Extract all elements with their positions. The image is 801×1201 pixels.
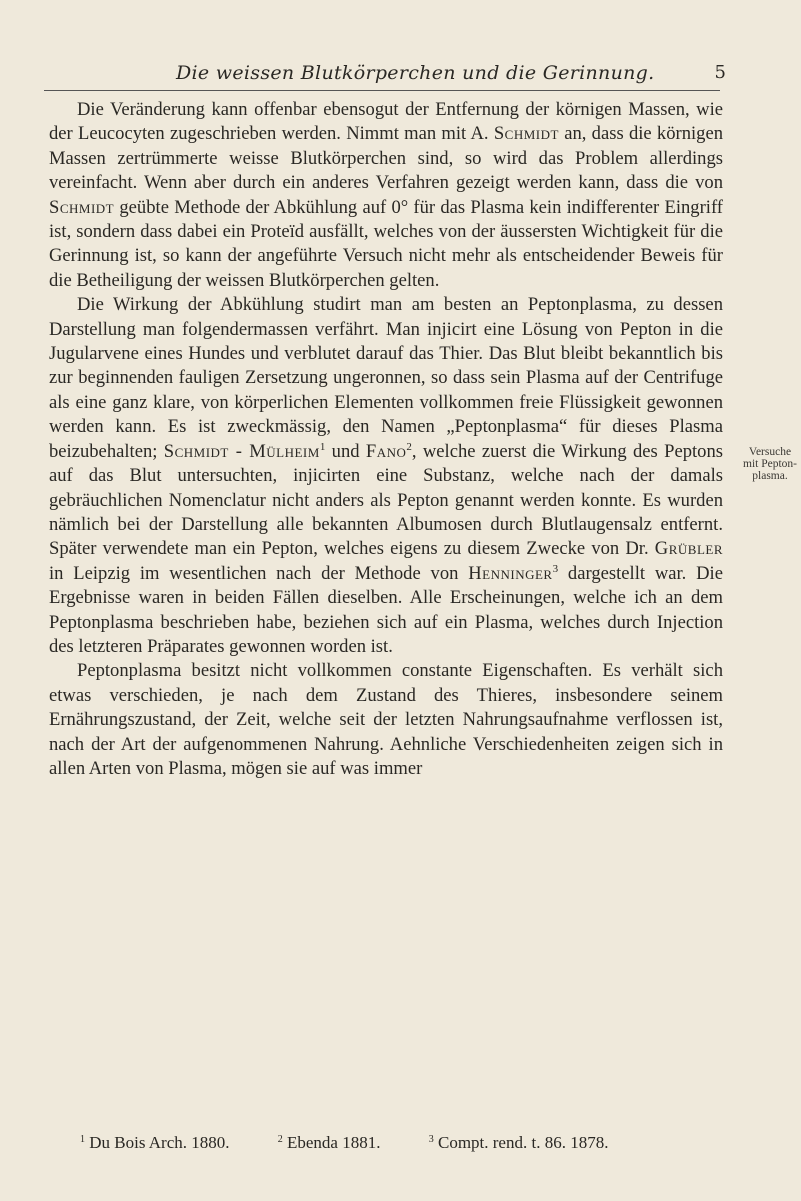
author-name: Grübler: [654, 538, 723, 560]
author-name: Schmidt: [49, 196, 115, 218]
footnote-ref: 3: [552, 562, 559, 575]
footnote: $^1$ Du Bois Arch. 1880.: [80, 1133, 230, 1152]
paragraph-1: Die Veränderung kann offenbar ebensogut der Entfernung der körnigen Massen, wie der Leucocyten zugeschrieben werden. Nimmt man mit A. Schmidt an, dass die körnigen Massen zertrümmerte weisse Blutkörperchen sind, so wird das Problem allerdings vereinfacht. Wenn aber durch ein anderes Verfahren gezeigt werden kann, dass die von Schmidt geübte Methode der Abkühlung auf 0° für das Plasma kein indifferenter Eingriff ist, sondern dass dabei ein Proteïd ausfällt, welches von der äussersten Wichtigkeit für die Gerinnung ist, so kann der angeführte Versuch nicht mehr als entscheidender Beweis für die Betheiligung der weissen Blutkörperchen gelten.: [49, 99, 724, 291]
footnote-ref: 1: [319, 440, 326, 453]
page-header: [36, 62, 726, 90]
author-name: Schmidt - Mülheim: [163, 440, 320, 462]
page-number: 5: [714, 62, 726, 83]
header-rule: [44, 90, 720, 91]
footnote-ref: 2: [406, 440, 412, 453]
footnote: $^3$ Compt. rend. t. 86. 1878.: [428, 1133, 609, 1152]
running-title: Die weissen Blutkörperchen und die Gerinnung.: [176, 62, 655, 84]
paragraph-3: Peptonplasma besitzt nicht vollkommen constante Eigenschaften. Es verhält sich etwas verschieden, je nach dem Zustand des Thieres, insbesondere seinem Ernährungszustand, der Zeit, welche seit der letzten Nahrungsaufnahme verflossen ist, nach der Art der aufgenommenen Nahrung. Aehnliche Verschiedenheiten zeigen sich in allen Arten von Plasma, mögen sie auf was immer: [49, 660, 723, 779]
paragraph-2: Die Wirkung der Abkühlung studirt man am besten an Peptonplasma, zu dessen Darstellung man folgendermassen verfährt. Man injicirt eine Lösung von Pepton in die Jugularvene eines Hundes und verblutet darauf das Thier. Das Blut bleibt bekanntlich bis zur beginnenden fauligen Zersetzung ungeronnen, so dass sein Plasma auf der Centrifuge als eine ganz klare, von körperlichen Elementen vollkommen freie Flüssigkeit gewonnen werden kann. Es ist zweckmässig, den Namen „Peptonplasma“ für dieses Plasma beizubehalten; Schmidt - Mülheim$^1$ und Fano$^2$, welche zuerst die Wirkung des Peptons auf das Blut untersuchten, injicirten eine Substanz, welche nach der damals gebräuchlichen Nomenclatur nicht anders als Pepton genannt werden konnte. Es wurden nämlich bei der Darstellung alle bekannten Albumosen durch Blutlaugensalz entfernt. Später verwendete man ein Pepton, welches eigens zu diesem Zwecke von Dr. Grübler in Leipzig im wesentlichen nach der Methode von Henninger$^3$ dargestellt war. Die Ergebnisse waren in beiden Fällen dieselben. Alle Erscheinungen, welche ich an dem Peptonplasma beschrieben habe, beziehen sich auf ein Plasma, welches durch Injection des letzteren Präparates gewonnen worden ist.: [49, 294, 723, 657]
author-name: Fano: [365, 440, 407, 462]
body-text: [49, 98, 723, 781]
author-name: Henninger: [468, 562, 553, 584]
author-name: Schmidt: [493, 123, 559, 145]
margin-note: Versuche mit Pepton- plasma.: [743, 446, 797, 482]
footnotes: [80, 1133, 740, 1153]
footnote: $^2$ Ebenda 1881.: [277, 1133, 381, 1152]
